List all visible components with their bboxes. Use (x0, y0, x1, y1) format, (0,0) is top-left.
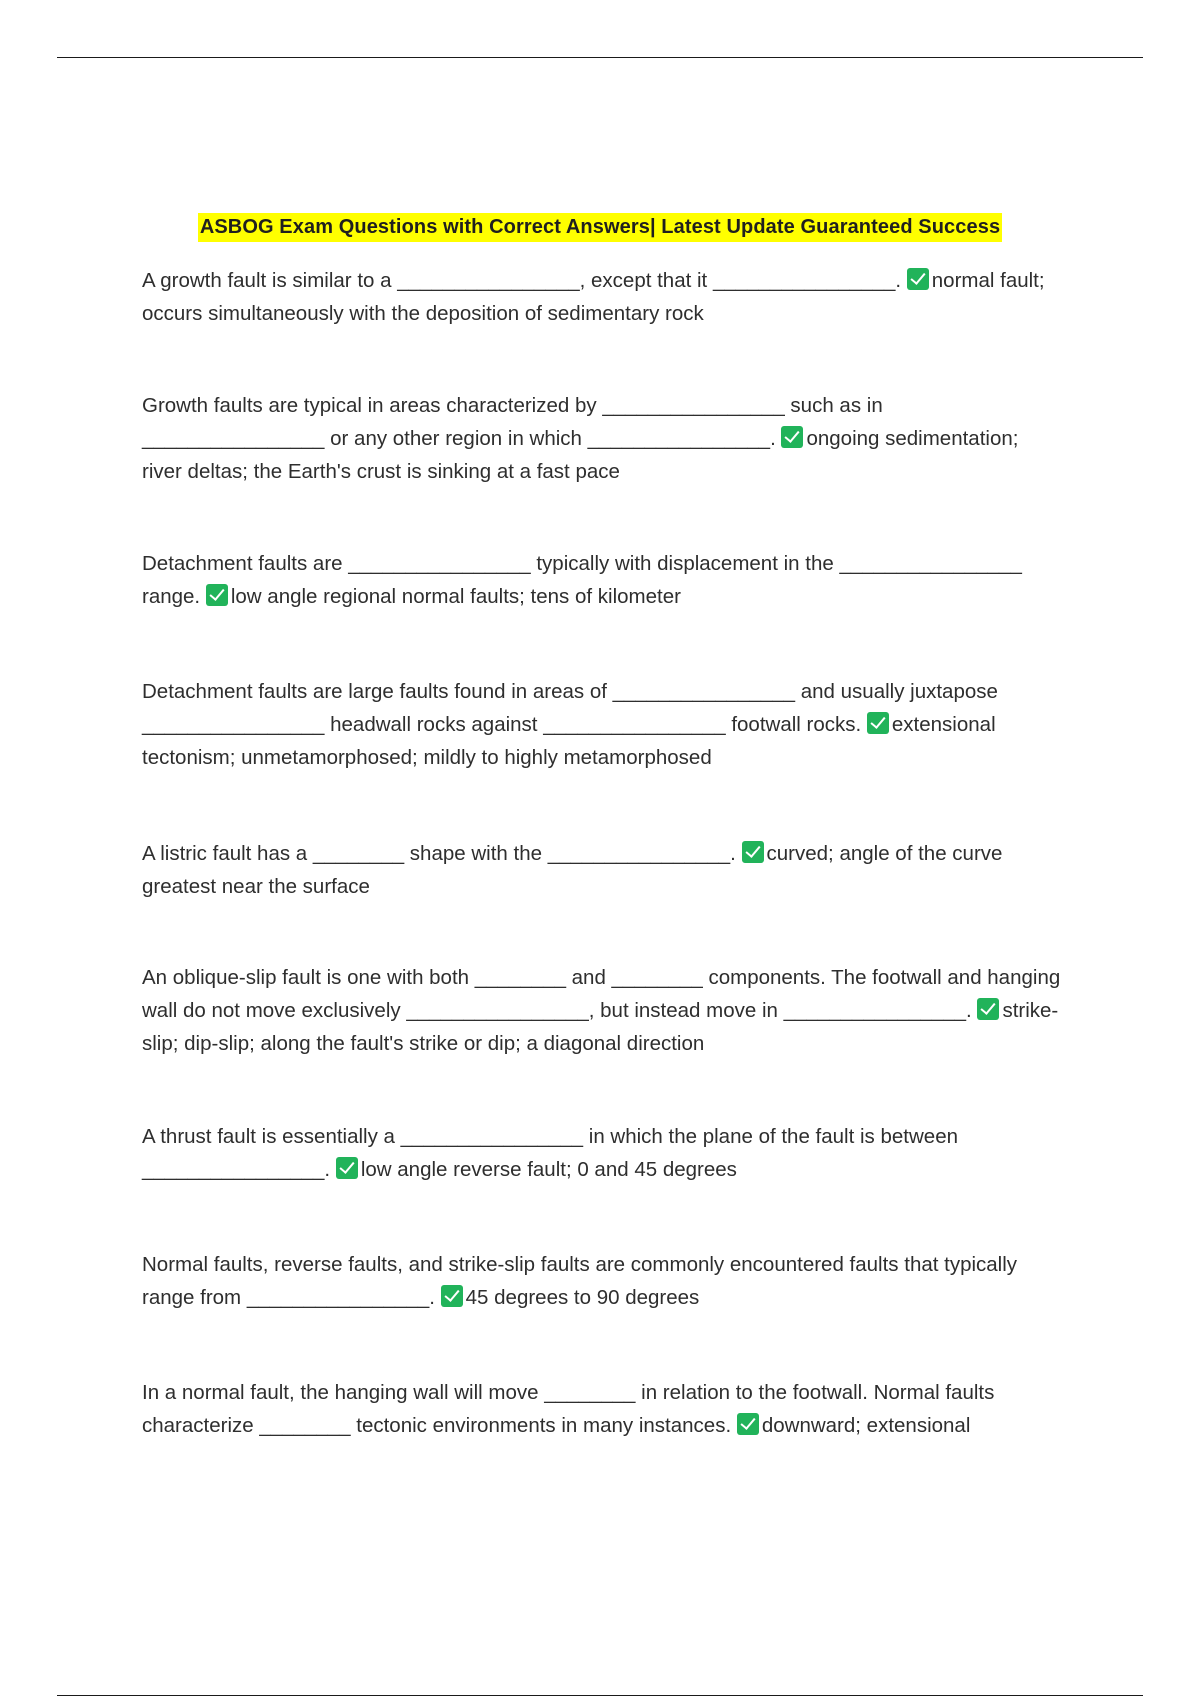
question-text: Detachment faults are ________________ typically with displacement in the ________________ range. (142, 552, 1022, 608)
qa-item (142, 961, 1062, 1060)
answer-text: extensional tectonism; unmetamorphosed; mildly to highly metamorphosed (142, 713, 996, 769)
check-icon (206, 584, 228, 606)
qa-item (142, 264, 1062, 330)
check-icon (977, 998, 999, 1020)
check-icon (737, 1413, 759, 1435)
qa-item (142, 547, 1062, 613)
top-rule (57, 57, 1143, 58)
check-icon (781, 426, 803, 448)
question-text: In a normal fault, the hanging wall will move ________ in relation to the footwall. Normal faults characterize ________ tectonic environments in many instances. (142, 1381, 995, 1437)
qa-item (142, 837, 1062, 903)
answer-text: 45 degrees to 90 degrees (465, 1286, 700, 1309)
answer-text: downward; extensional (761, 1414, 971, 1437)
answer-text: strike-slip; dip-slip; along the fault's strike or dip; a diagonal direction (142, 999, 1059, 1055)
answer-text: ongoing sedimentation; river deltas; the Earth's crust is sinking at a fast pace (142, 427, 1019, 483)
question-text: A listric fault has a ________ shape with the ________________. (142, 842, 736, 865)
bottom-rule (57, 1695, 1143, 1696)
question-text: Growth faults are typical in areas characterized by ________________ such as in ________________ or any other region in which ________________. (142, 394, 883, 450)
qa-item (142, 389, 1062, 488)
check-icon (441, 1285, 463, 1307)
qa-item (142, 1120, 1062, 1186)
answer-text: low angle regional normal faults; tens of kilometer (230, 585, 681, 608)
qa-item (142, 675, 1062, 774)
check-icon (336, 1157, 358, 1179)
question-text: A thrust fault is essentially a ________________ in which the plane of the fault is between ________________. (142, 1125, 959, 1181)
qa-item (142, 1376, 1062, 1442)
check-icon (742, 841, 764, 863)
document-title: ASBOG Exam Questions with Correct Answers| Latest Update Guaranteed Success (198, 213, 1002, 242)
check-icon (907, 268, 929, 290)
question-text: A growth fault is similar to a ________________, except that it ________________. (142, 269, 902, 292)
question-text: Detachment faults are large faults found in areas of ________________ and usually juxtapose ________________ headwall rocks against ________________ footwall rocks. (142, 680, 998, 736)
answer-text: curved; angle of the curve greatest near the surface (142, 842, 1003, 898)
answer-text: normal fault; occurs simultaneously with the deposition of sedimentary rock (142, 269, 1045, 325)
check-icon (867, 712, 889, 734)
question-text: Normal faults, reverse faults, and strike-slip faults are commonly encountered faults that typically range from ________________. (142, 1253, 1018, 1309)
question-text: An oblique-slip fault is one with both ________ and ________ components. The footwall and hanging wall do not move exclusively ________________, but instead move in ________________. (142, 966, 1061, 1022)
title-container (0, 213, 1200, 242)
qa-item (142, 1248, 1062, 1314)
answer-text: low angle reverse fault; 0 and 45 degrees (360, 1158, 737, 1181)
